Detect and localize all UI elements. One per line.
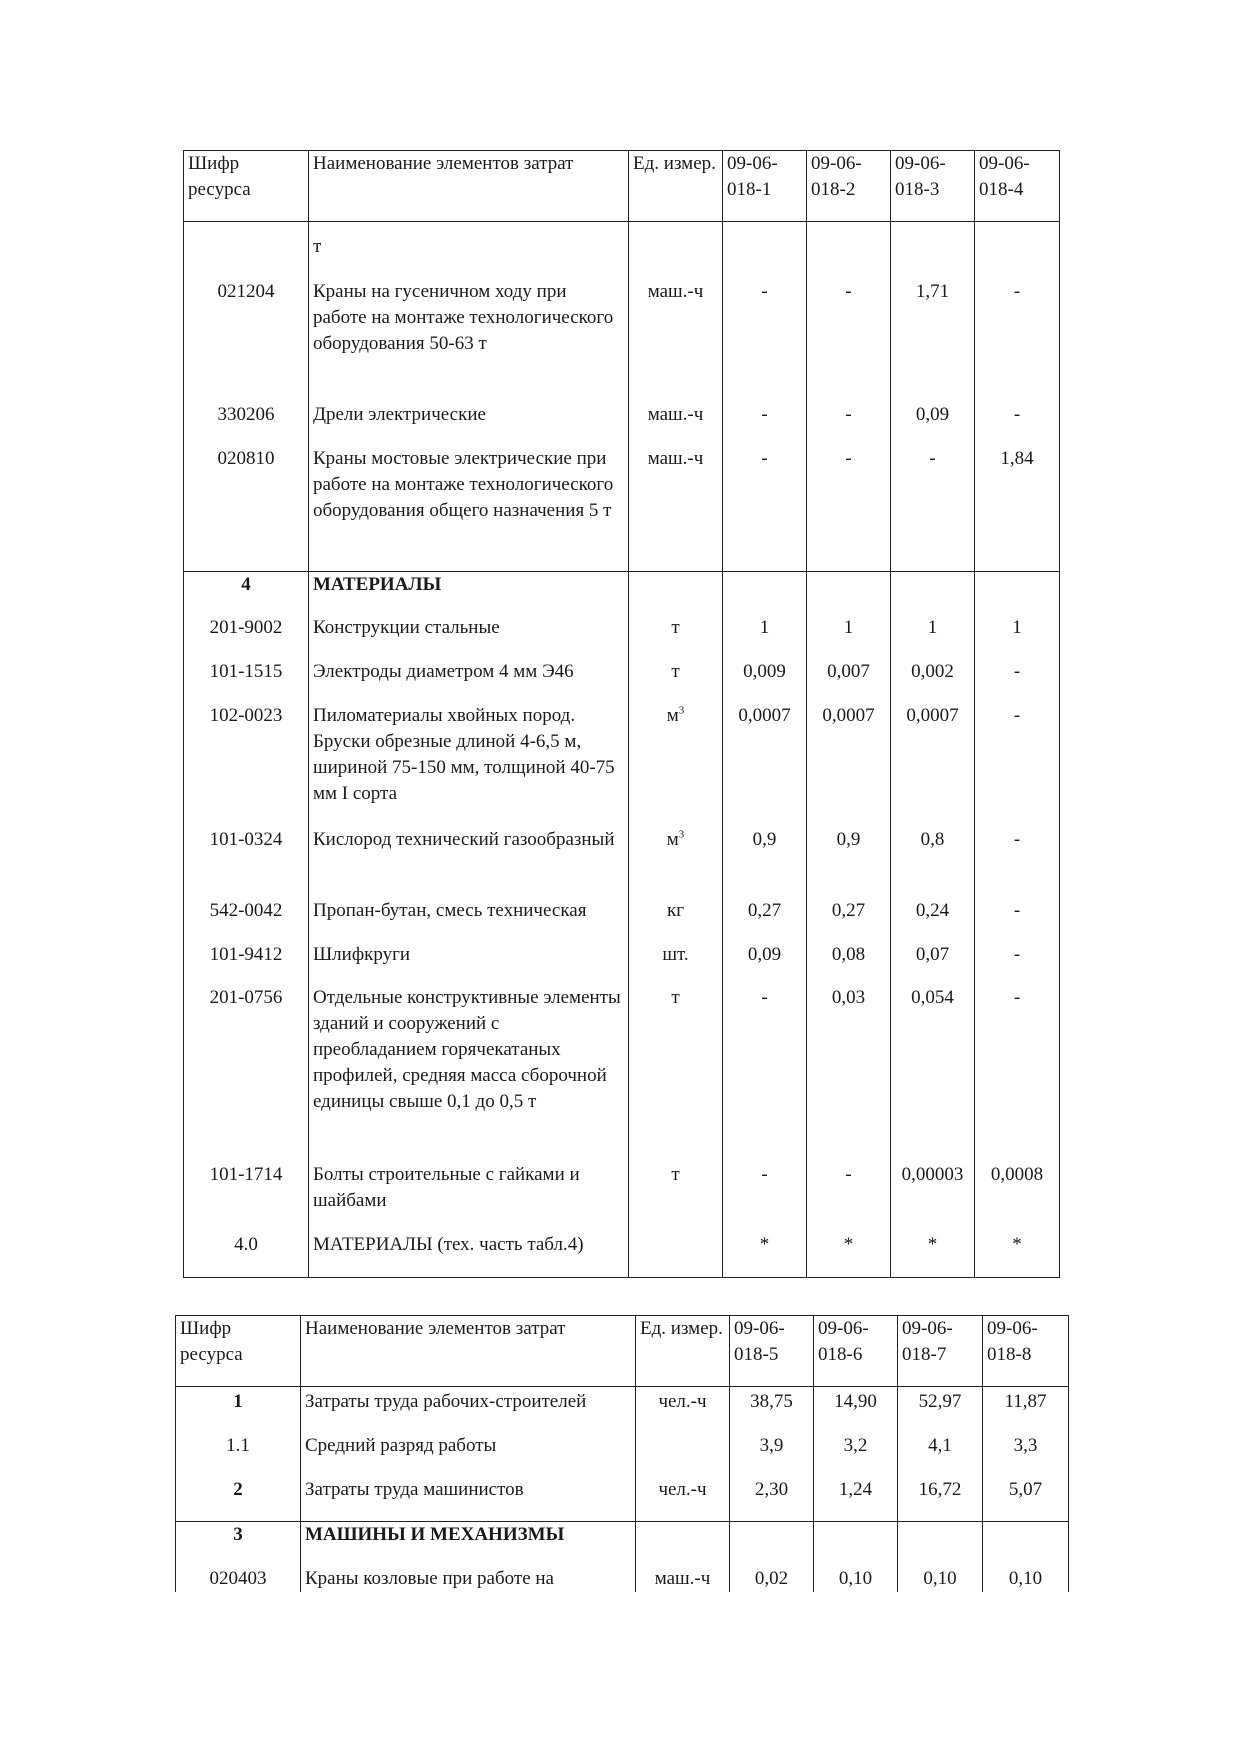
table-row [184,942,1060,985]
row-value: 0,24 [891,898,975,942]
table-row [176,1477,1069,1522]
header-code: Шифр ресурса [176,1316,301,1387]
row-value: 3,3 [983,1433,1069,1477]
row-name: Конструкции стальные [309,615,629,659]
table-row [184,222,1060,280]
header-unit: Ед. измер. [636,1316,730,1387]
row-name: Краны мостовые электрические при работе на монтаже технологического оборудования общего назначения 5 т [309,446,629,572]
row-value: - [723,402,807,446]
row-unit: чел.-ч [636,1477,730,1522]
row-value: 0,27 [723,898,807,942]
table-row [184,1232,1060,1278]
row-name: Средний разряд работы [301,1433,636,1477]
row-value: 0,10 [983,1566,1069,1592]
row-code: 330206 [184,402,309,446]
row-value: 0,10 [898,1566,983,1592]
row-name: Краны на гусеничном ходу при работе на монтаже технологического оборудования 50-63 т [309,279,629,402]
row-value: * [807,1232,891,1278]
row-value: - [975,898,1060,942]
row-value: 0,10 [814,1566,898,1592]
section-code: 3 [176,1522,301,1567]
row-name: т [309,222,629,280]
row-name: Шлифкруги [309,942,629,985]
row-unit: кг [629,898,723,942]
table-row [184,703,1060,827]
row-value: 5,07 [983,1477,1069,1522]
header-code: Шифр ресурса [184,151,309,222]
table-row [184,898,1060,942]
row-value: 0,0007 [807,703,891,827]
table-row [184,279,1060,402]
row-value: 16,72 [898,1477,983,1522]
header-col-5: 09-06-018-5 [730,1316,814,1387]
header-name: Наименование элементов затрат [309,151,629,222]
row-unit: т [629,659,723,703]
row-code: 1 [176,1387,301,1434]
row-value: 1 [975,615,1060,659]
row-value: - [807,402,891,446]
row-name: Затраты труда рабочих-строителей [301,1387,636,1434]
row-unit: маш.-ч [629,446,723,572]
row-value [891,222,975,280]
row-code: 101-1515 [184,659,309,703]
row-value: - [723,985,807,1162]
row-value: 0,07 [891,942,975,985]
row-value: * [975,1232,1060,1278]
row-name: МАТЕРИАЛЫ (тех. часть табл.4) [309,1232,629,1278]
row-value: - [975,279,1060,402]
row-value: 38,75 [730,1387,814,1434]
row-code: 101-9412 [184,942,309,985]
row-unit: т [629,1162,723,1232]
row-unit: т [629,615,723,659]
row-value: 0,054 [891,985,975,1162]
row-value [723,222,807,280]
row-value: 0,09 [891,402,975,446]
section-code: 4 [184,572,309,616]
section-title: МАШИНЫ И МЕХАНИЗМЫ [301,1522,636,1567]
unit-superscript: 3 [678,828,685,841]
row-value: 0,27 [807,898,891,942]
table-row [184,402,1060,446]
row-unit [629,827,723,898]
row-value: - [723,279,807,402]
row-unit: т [629,985,723,1162]
row-unit [629,222,723,280]
row-value: 52,97 [898,1387,983,1434]
row-value: - [807,1162,891,1232]
row-value: 1 [807,615,891,659]
row-value: 1,24 [814,1477,898,1522]
row-name: Пропан-бутан, смесь техническая [309,898,629,942]
row-unit: шт. [629,942,723,985]
row-value: 0,007 [807,659,891,703]
row-value: 0,03 [807,985,891,1162]
table-row [184,827,1060,898]
resource-table-1 [183,150,1060,1278]
row-code: 1.1 [176,1433,301,1477]
header-col-1: 09-06-018-1 [723,151,807,222]
section-row-machines [176,1522,1069,1567]
header-col-6: 09-06-018-6 [814,1316,898,1387]
row-value: - [975,659,1060,703]
row-name: Дрели электрические [309,402,629,446]
table-row [176,1566,1069,1592]
row-code: 4.0 [184,1232,309,1278]
row-unit: маш.-ч [629,279,723,402]
header-col-4: 09-06-018-4 [975,151,1060,222]
row-value: 0,9 [723,827,807,898]
row-code: 2 [176,1477,301,1522]
row-value: 0,0007 [891,703,975,827]
row-value: 1,71 [891,279,975,402]
row-code: 102-0023 [184,703,309,827]
row-name: Болты строительные с гайками и шайбами [309,1162,629,1232]
row-value [807,222,891,280]
table-header-row [184,151,1060,222]
row-value: 1 [891,615,975,659]
table-row [184,446,1060,572]
row-value: 0,02 [730,1566,814,1592]
row-code: 101-0324 [184,827,309,898]
row-value: - [807,446,891,572]
row-value: - [975,942,1060,985]
row-value: 2,30 [730,1477,814,1522]
section-row-materials [184,572,1060,616]
unit-text: м [666,705,679,726]
row-code: 020810 [184,446,309,572]
row-value: 3,9 [730,1433,814,1477]
table-row [176,1433,1069,1477]
row-name: Электроды диаметром 4 мм Э46 [309,659,629,703]
row-value: 11,87 [983,1387,1069,1434]
row-value: 0,09 [723,942,807,985]
row-code [184,222,309,280]
row-value: - [975,402,1060,446]
header-col-8: 09-06-018-8 [983,1316,1069,1387]
row-code: 542-0042 [184,898,309,942]
table-row [184,615,1060,659]
header-col-2: 09-06-018-2 [807,151,891,222]
row-value: 1 [723,615,807,659]
table-row [184,985,1060,1162]
row-unit: маш.-ч [629,402,723,446]
row-code: 201-0756 [184,985,309,1162]
row-unit [629,703,723,827]
row-value: - [723,446,807,572]
row-value: - [975,985,1060,1162]
row-name: Затраты труда машинистов [301,1477,636,1522]
table-row [184,1162,1060,1232]
row-value: 0,0008 [975,1162,1060,1232]
header-col-7: 09-06-018-7 [898,1316,983,1387]
row-value: 3,2 [814,1433,898,1477]
row-value [975,222,1060,280]
row-value: - [975,827,1060,898]
row-code: 201-9002 [184,615,309,659]
row-value: - [891,446,975,572]
unit-superscript: 3 [678,704,685,717]
row-unit: маш.-ч [636,1566,730,1592]
row-value: - [723,1162,807,1232]
row-unit [636,1433,730,1477]
row-value: 0,00003 [891,1162,975,1232]
row-name: Пиломатериалы хвойных пород. Бруски обрезные длиной 4-6,5 м, шириной 75-150 мм, толщиной 40-75 мм I сорта [309,703,629,827]
row-value: 0,002 [891,659,975,703]
header-unit: Ед. измер. [629,151,723,222]
row-value: * [723,1232,807,1278]
row-name: Кислород технический газообразный [309,827,629,898]
row-value: - [807,279,891,402]
table-row [176,1387,1069,1434]
resource-table-2 [175,1315,1069,1592]
row-value: 0,009 [723,659,807,703]
section-title: МАТЕРИАЛЫ [309,572,629,616]
table-row [184,659,1060,703]
row-name: Краны козловые при работе на [301,1566,636,1592]
row-value: 0,9 [807,827,891,898]
row-value: 1,84 [975,446,1060,572]
row-value: 14,90 [814,1387,898,1434]
row-value: 0,8 [891,827,975,898]
table-header-row [176,1316,1069,1387]
row-code: 021204 [184,279,309,402]
row-value: 4,1 [898,1433,983,1477]
unit-text: м [666,829,679,850]
row-name: Отдельные конструктивные элементы зданий и сооружений с преобладанием горячекатаных профилей, средняя масса сборочной единицы свыше 0,1 до 0,5 т [309,985,629,1162]
row-value: 0,0007 [723,703,807,827]
row-code: 101-1714 [184,1162,309,1232]
row-value: - [975,703,1060,827]
row-code: 020403 [176,1566,301,1592]
header-name: Наименование элементов затрат [301,1316,636,1387]
header-col-3: 09-06-018-3 [891,151,975,222]
row-unit [629,1232,723,1278]
row-value: 0,08 [807,942,891,985]
row-unit: чел.-ч [636,1387,730,1434]
row-value: * [891,1232,975,1278]
